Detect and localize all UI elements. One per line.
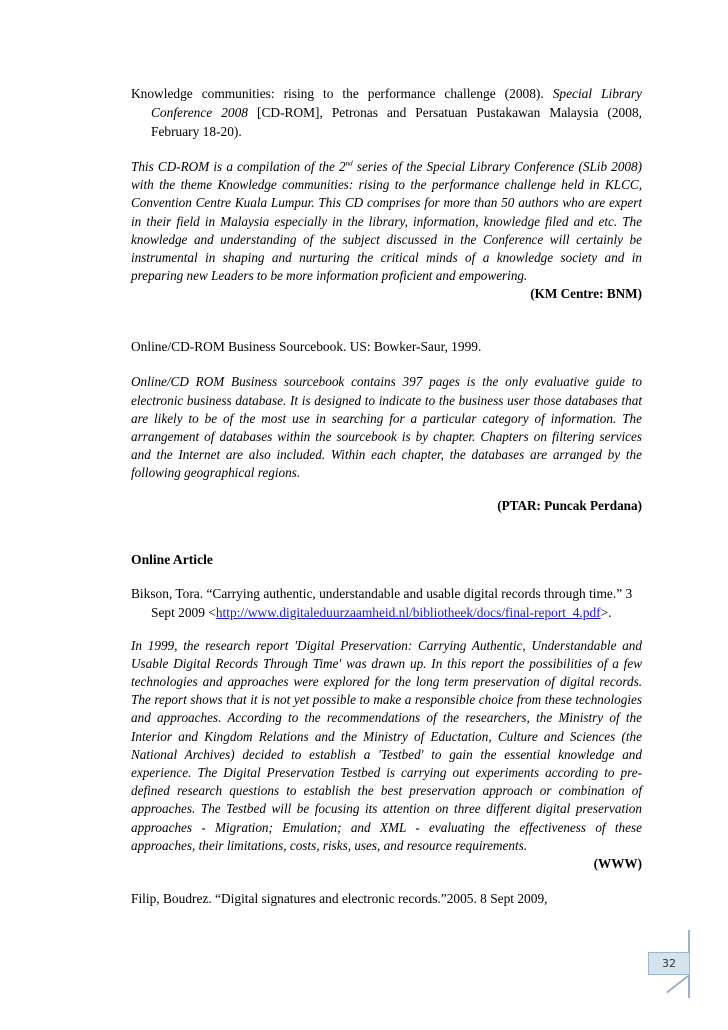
citation-bikson: Bikson, Tora. “Carrying authentic, understandable and usable digital records through time.” 3 Sept 2009 <http://www.digitaleduurzaamheid.nl/bibliotheek/docs/final-report_4.pdf>. (131, 585, 633, 620)
source-www: (WWW) (593, 856, 642, 872)
page-number: 32 (648, 952, 690, 975)
page-number-border-diagonal (666, 975, 689, 993)
source-ptar: (PTAR: Puncak Perdana) (497, 497, 642, 513)
page-content (131, 84, 642, 908)
section-heading-online-article: Online Article (131, 551, 213, 567)
citation-business-sourcebook: Online/CD-ROM Business Sourcebook. US: Bowker-Saur, 1999. (131, 339, 482, 355)
citation-km-communities: Knowledge communities: rising to the performance challenge (2008). Special Library Conference 2008 [CD-ROM], Petronas and Persatuan Pustakawan Malaysia (2008, February 18-20). (131, 86, 642, 139)
abstract-bikson: In 1999, the research report 'Digital Preservation: Carrying Authentic, Understandable and Usable Digital Records Through Time' was drawn up. In this report the possibilities of a few technologies and approaches were explored for the long term preservation of digital records. The report shows that it is not yet possible to make a responsible choice from these technologies and approaches. According to the recommendations of the researchers, the Ministry of the Interior and Kingdom Relations and the Ministry of Eductation, Culture and Sciences (the National Archives) decided to establish a 'Testbed' to gain the essential knowledge and experience. The Digital Preservation Testbed is carrying out experiments according to pre-defined research questions to establish the best preservation approach or combination of approaches. The Testbed will be focusing its attention on three different digital preservation approaches - Migration; Emulation; and XML - evaluating the effectiveness of these approaches, their limitations, costs, risks, uses, and resource requirements. (131, 637, 642, 853)
source-km-centre: (KM Centre: BNM) (530, 286, 642, 302)
abstract-km-communities: This CD-ROM is a compilation of the 2nd series of the Special Library Conference (SLib 2008) with the theme Knowledge communities: rising to the performance challenge held in KLCC, Convention Centre Kuala Lumpur. This CD comprises for more than 50 authors who are expert in their field in Malaysia especially in the library, information, knowledge filed and etc. The knowledge and understanding of the subject discussed in the Conference will certainly be instrumental in shaping and nurturing the critical minds of a knowledge society and in preparing new Leaders to be more information proficient and empowering. (131, 159, 642, 284)
report-link[interactable]: http://www.digitaleduurzaamheid.nl/bibliotheek/docs/final-report_4.pdf (215, 604, 601, 620)
citation-filip-boudrez: Filip, Boudrez. “Digital signatures and electronic records.”2005. 8 Sept 2009, (131, 891, 548, 907)
abstract-business-sourcebook: Online/CD ROM Business sourcebook contains 397 pages is the only evaluative guide to electronic business database. It is designed to indicate to the business user those databases that are likely to be of the most use in searching for a particular category of information. The arrangement of databases within the sourcebook is by chapter. Chapters on filtering services and the Internet are also included. Within each chapter, the databases are arranged by the following geographical regions. (131, 374, 642, 481)
